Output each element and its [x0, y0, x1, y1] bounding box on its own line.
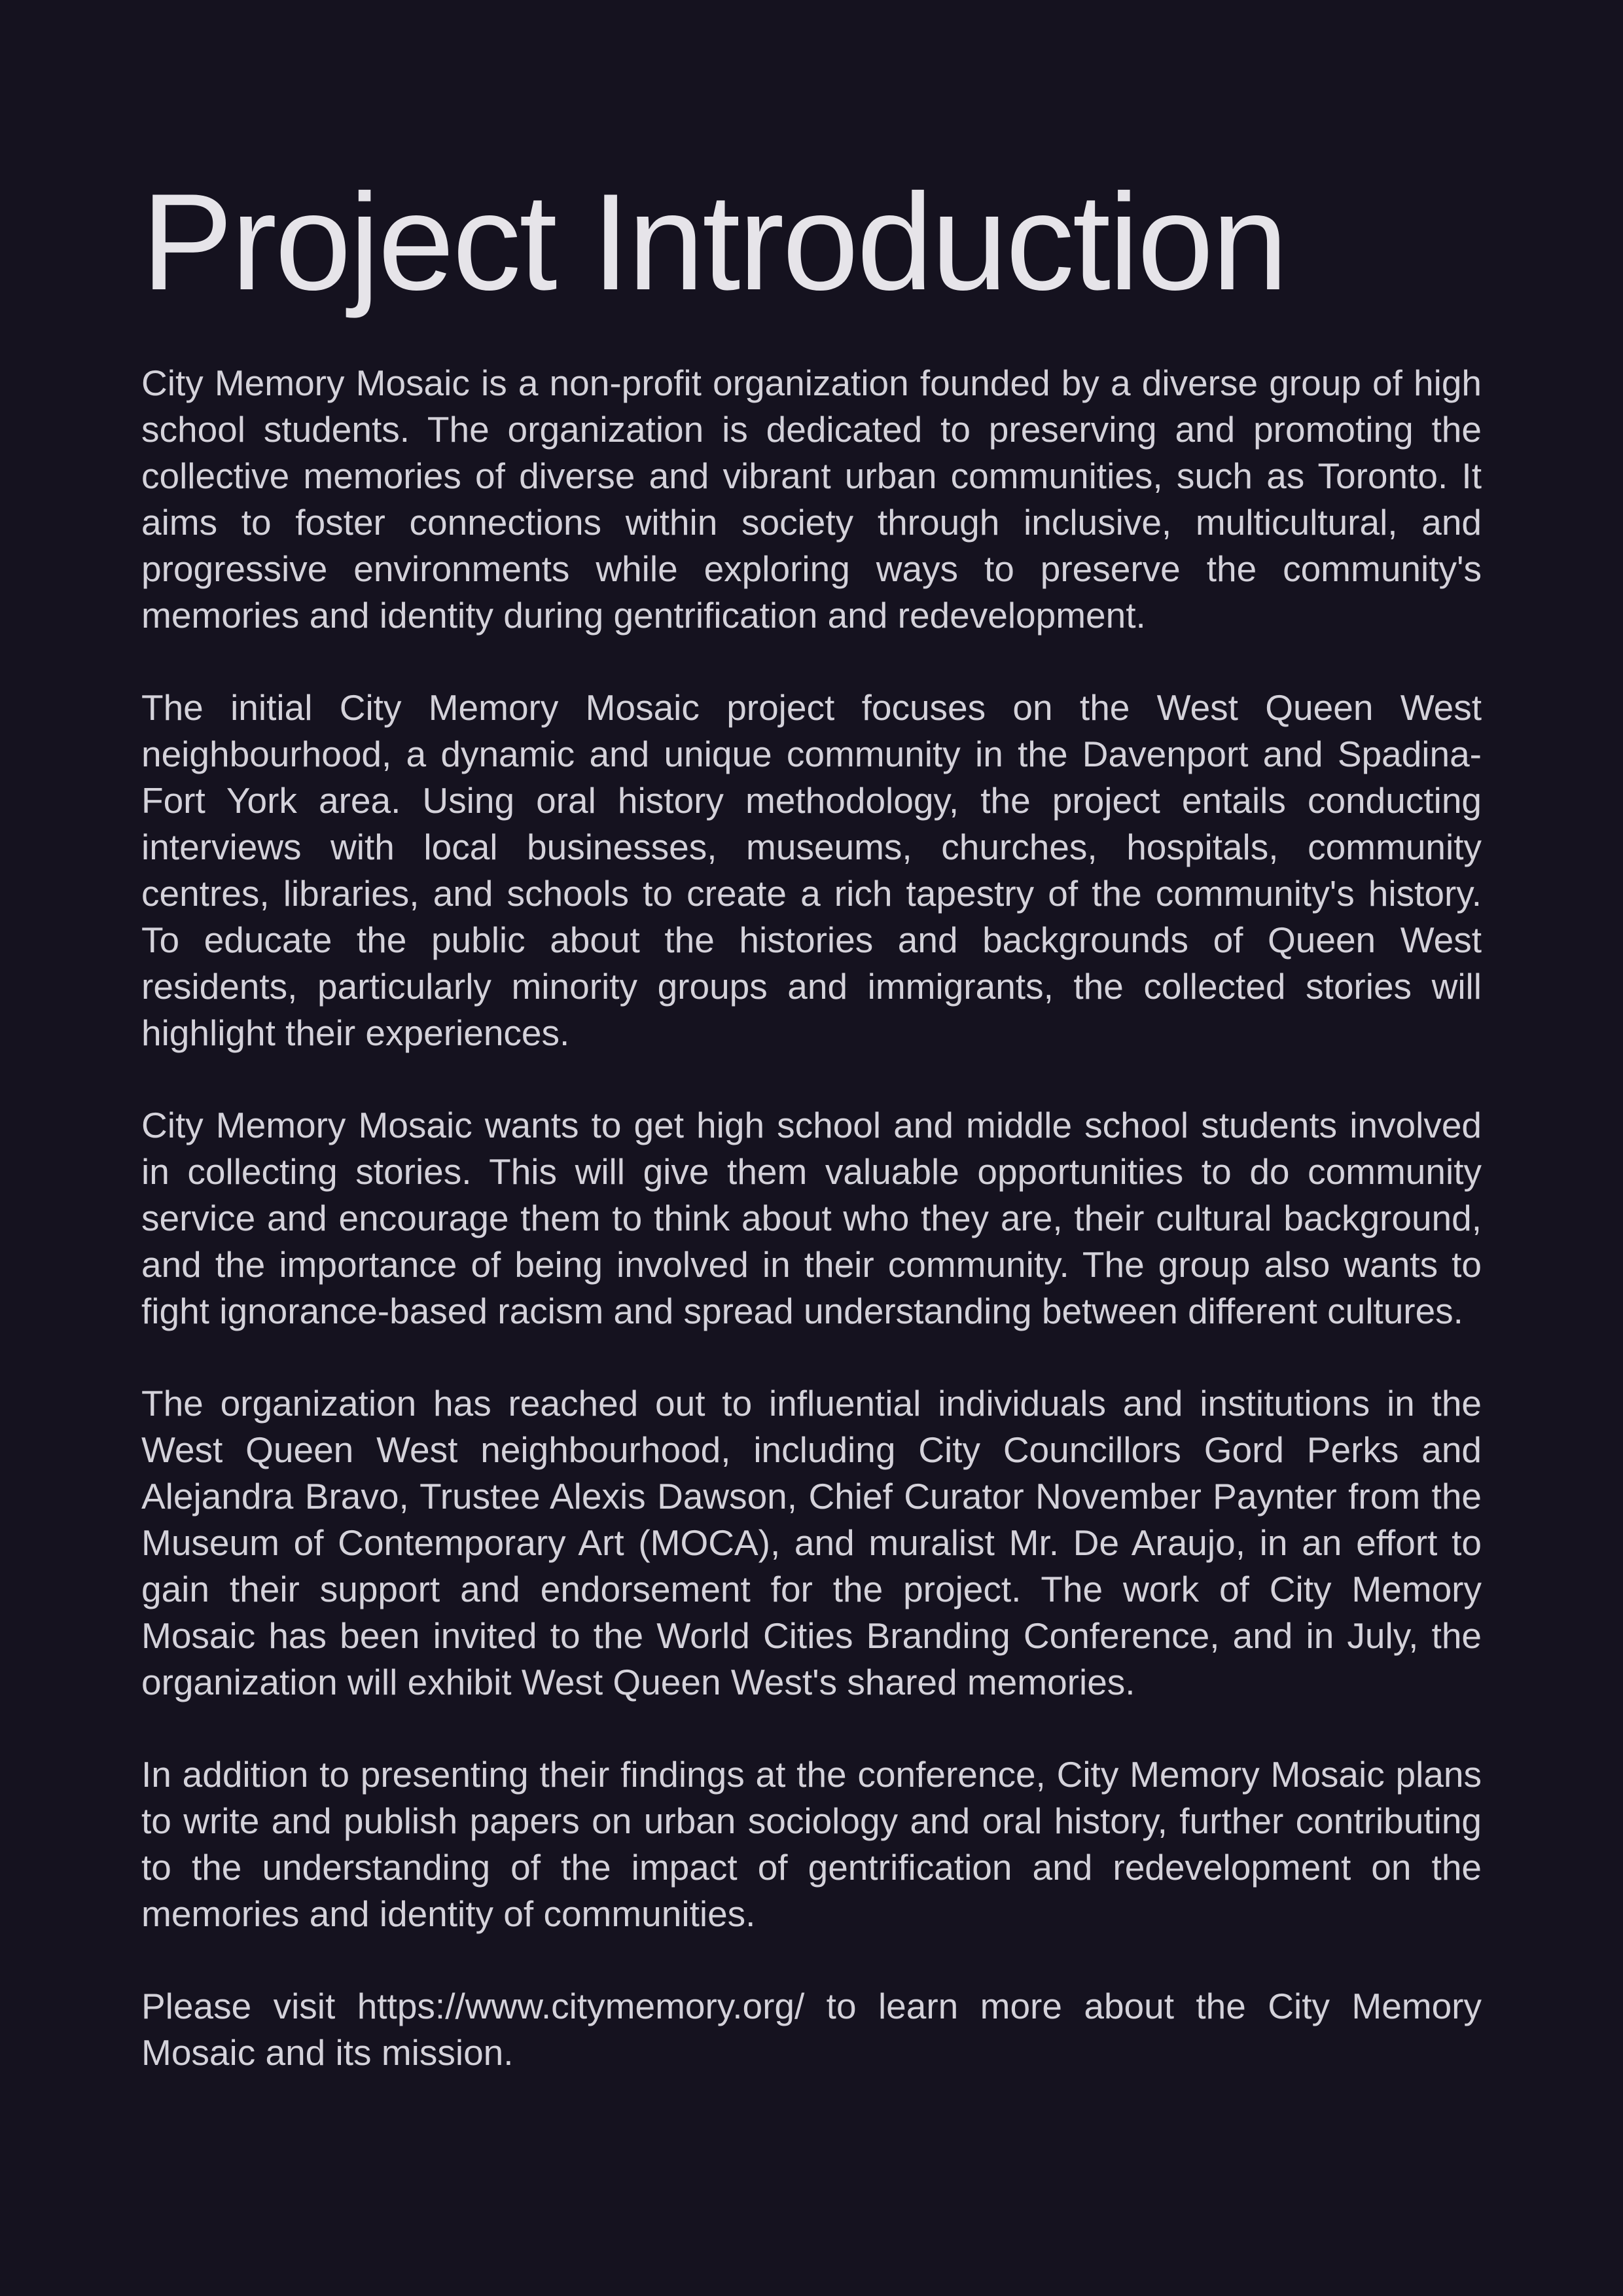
paragraph-publications: In addition to presenting their findings at the conference, City Memory Mosaic plans to write and publish papers on urban sociology and oral history, further contributing to the understanding of the impact of gentrification and redevelopment on the memories and identity of communities.	[141, 1754, 1482, 1934]
paragraph-initial-project: The initial City Memory Mosaic project focuses on the West Queen West neighbourhood, a dynamic and unique community in the Davenport and Spadina-Fort York area. Using oral history methodology, the project entails conducting interviews with local businesses, museums, churches, hospitals, community centres, libraries, and schools to create a rich tapestry of the community's history. To educate the public about the histories and backgrounds of Queen West residents, particularly minority groups and immigrants, the collected stories will highlight their experiences.	[141, 687, 1482, 1053]
document-page	[141, 164, 1482, 2122]
paragraph-visit-link: Please visit https://www.citymemory.org/ to learn more about the City Memory Mosaic and its mission.	[141, 1986, 1482, 2073]
body-text	[141, 360, 1482, 2076]
paragraph-outreach: The organization has reached out to influential individuals and institutions in the West Queen West neighbourhood, including City Councillors Gord Perks and Alejandra Bravo, Trustee Alexis Dawson, Chief Curator November Paynter from the Museum of Contemporary Art (MOCA), and muralist Mr. De Araujo, in an effort to gain their support and endorsement for the project. The work of City Memory Mosaic has been invited to the World Cities Branding Conference, and in July, the organization will exhibit West Queen West's shared memories.	[141, 1383, 1482, 1702]
paragraph-student-involvement: City Memory Mosaic wants to get high school and middle school students involved in collecting stories. This will give them valuable opportunities to do community service and encourage them to think about who they are, their cultural background, and the importance of being involved in their community. The group also wants to fight ignorance-based racism and spread understanding between different cultures.	[141, 1105, 1482, 1331]
paragraph-intro: City Memory Mosaic is a non-profit organization founded by a diverse group of high school students. The organization is dedicated to preserving and promoting the collective memories of diverse and vibrant urban communities, such as Toronto. It aims to foster connections within society through inclusive, multicultural, and progressive environments while exploring ways to preserve the community's memories and identity during gentrification and redevelopment.	[141, 363, 1482, 636]
page-title: Project Introduction	[141, 165, 1287, 319]
